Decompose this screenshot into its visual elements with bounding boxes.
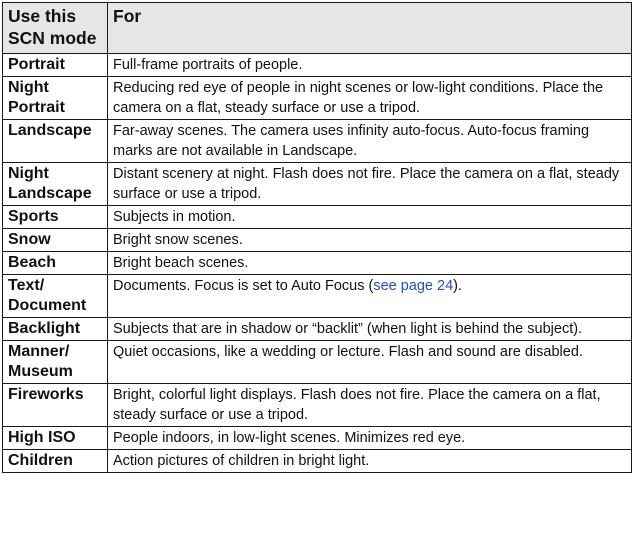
mode-name: Portrait [3, 54, 108, 77]
mode-description: Bright beach scenes. [108, 252, 632, 275]
table-row [3, 275, 632, 318]
table-row [3, 252, 632, 275]
mode-description: Bright snow scenes. [108, 229, 632, 252]
mode-name: Fireworks [3, 384, 108, 427]
mode-name: Backlight [3, 318, 108, 341]
mode-name: Text/ Document [3, 275, 108, 318]
mode-description: Far-away scenes. The camera uses infinity auto-focus. Auto-focus framing marks are not available in Landscape. [108, 120, 632, 163]
description-text: ). [453, 278, 462, 294]
description-text: Documents. Focus is set to Auto Focus ( [113, 278, 374, 294]
mode-name: Children [3, 450, 108, 473]
mode-description: Full-frame portraits of people. [108, 54, 632, 77]
mode-name: High ISO [3, 427, 108, 450]
header-row [3, 3, 632, 54]
mode-description: Action pictures of children in bright light. [108, 450, 632, 473]
mode-description: Bright, colorful light displays. Flash does not fire. Place the camera on a flat, steady surface or use a tripod. [108, 384, 632, 427]
table-row [3, 120, 632, 163]
table-row [3, 54, 632, 77]
mode-name: Landscape [3, 120, 108, 163]
table-row [3, 384, 632, 427]
see-page-link[interactable]: see page 24 [373, 278, 454, 294]
header-mode: Use this SCN mode [3, 3, 108, 54]
table-row [3, 318, 632, 341]
mode-description: Distant scenery at night. Flash does not fire. Place the camera on a flat, steady surface or use a tripod. [108, 163, 632, 206]
table-row [3, 229, 632, 252]
table-header [3, 3, 632, 54]
mode-name: Sports [3, 206, 108, 229]
mode-description: Subjects that are in shadow or “backlit” (when light is behind the subject). [108, 318, 632, 341]
mode-name: Beach [3, 252, 108, 275]
table-row [3, 77, 632, 120]
mode-name: Manner/ Museum [3, 341, 108, 384]
header-for: For [108, 3, 632, 54]
table-row [3, 163, 632, 206]
mode-name: Night Portrait [3, 77, 108, 120]
table-row [3, 341, 632, 384]
mode-description: Reducing red eye of people in night scenes or low-light conditions. Place the camera on a flat, steady surface or use a tripod. [108, 77, 632, 120]
table-row [3, 450, 632, 473]
mode-description: People indoors, in low-light scenes. Minimizes red eye. [108, 427, 632, 450]
mode-description [108, 275, 632, 318]
mode-description: Subjects in motion. [108, 206, 632, 229]
scn-mode-table [2, 2, 632, 473]
mode-name: Snow [3, 229, 108, 252]
table-row [3, 206, 632, 229]
table-body [3, 54, 632, 473]
mode-name: Night Landscape [3, 163, 108, 206]
table-row [3, 427, 632, 450]
mode-description: Quiet occasions, like a wedding or lecture. Flash and sound are disabled. [108, 341, 632, 384]
